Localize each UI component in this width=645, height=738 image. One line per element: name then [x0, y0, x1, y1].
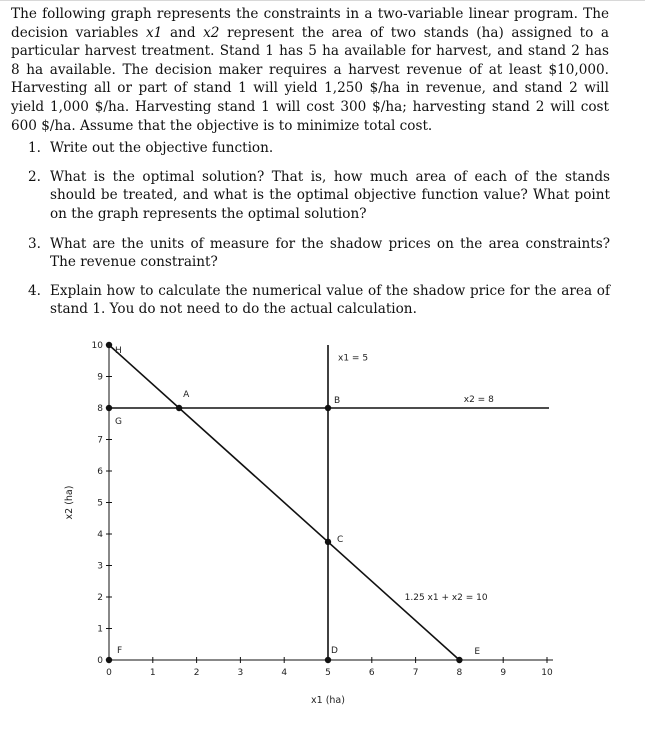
x-tick-label: 3 [237, 668, 244, 678]
intro-text-2: and [162, 24, 204, 41]
question-number: 2. [28, 169, 41, 186]
y-tick-label: 2 [97, 593, 103, 603]
point-label-e: E [474, 647, 481, 657]
point-f [106, 657, 112, 663]
y-tick-label: 9 [97, 372, 103, 383]
y-tick-label: 1 [97, 624, 103, 635]
question-text: What is the optimal solution? That is, how much area of each of the stands should be treated, and what is the optimal objective function value? What point on the graph represents the optimal solution? [50, 169, 610, 222]
point-label-g: G [115, 417, 122, 427]
y-tick-label: 10 [91, 341, 103, 351]
x-axis-title: x1 (ha) [311, 695, 345, 706]
y-tick-label: 8 [97, 404, 103, 414]
x-tick-label: 4 [281, 668, 288, 678]
x-tick-label: 6 [368, 668, 375, 678]
point-d [325, 657, 331, 663]
x-tick-label: 10 [541, 668, 553, 678]
point-label-d: D [331, 646, 338, 656]
y-tick-label: 0 [97, 656, 103, 666]
y-tick-label: 3 [97, 561, 103, 572]
point-label-h: H [115, 346, 122, 356]
intro-text-3: represent the area of two stands (ha) assigned to a particular harvest treatment. Stand 1 has 5 ha available for harvest, and stand 2 has 8 ha available. The decision maker requires a harvest revenue of at least $10,000. Harvesting all or part of stand 1 will yield 1,250 $/ha in revenue, and stand 2 will yield 1,000 $/ha. Harvesting stand 1 will cost 300 $/ha; harvesting stand 2 will cost 600 $/ha. Assume that the objective is to minimize total cost. [11, 24, 609, 134]
x-tick-label: 1 [149, 668, 156, 678]
y-tick-label: 5 [97, 498, 103, 509]
y-tick-label: 4 [97, 530, 103, 540]
intro-text-1: The following graph represents the constraints in a two-variable linear program. The decision variables [11, 6, 609, 41]
x-tick-label: 9 [500, 668, 507, 678]
variable-x2: x2 [203, 24, 220, 41]
point-label-a: A [183, 390, 190, 400]
y-tick-label: 6 [97, 467, 103, 477]
y-tick-label: 7 [97, 435, 103, 446]
question-list [0, 139, 610, 329]
question-text: Explain how to calculate the numerical value of the shadow price for the area of stand 1. You do not need to do the actual calculation. [50, 283, 610, 318]
x-tick-label: 0 [106, 668, 112, 678]
variable-x1: x1 [146, 24, 163, 41]
point-label-f: F [117, 646, 123, 656]
question-number: 4. [28, 283, 41, 300]
label-revenue-line: 1.25 x1 + x2 = 10 [404, 593, 488, 603]
question-text: Write out the objective function. [50, 140, 274, 156]
question-number: 3. [28, 235, 41, 252]
point-h [106, 342, 112, 348]
question-item [28, 282, 610, 318]
y-axis-title: x2 (ha) [64, 485, 75, 520]
question-item [28, 168, 610, 223]
point-b [325, 405, 331, 411]
label-x2-line: x2 = 8 [463, 395, 494, 405]
x-tick-label: 2 [193, 668, 200, 678]
constraint-line-revenue [109, 345, 459, 660]
point-e [456, 657, 462, 663]
x-tick-label: 8 [456, 668, 463, 678]
point-g [106, 405, 112, 411]
label-x1-line: x1 = 5 [338, 353, 369, 364]
point-a [176, 405, 182, 411]
x-tick-label: 7 [412, 668, 419, 678]
question-item [28, 235, 610, 271]
point-label-c: C [337, 534, 344, 545]
point-label-b: B [334, 396, 341, 406]
question-number: 1. [28, 140, 41, 156]
question-text: What are the units of measure for the shadow prices on the area constraints? The revenue constraint? [50, 235, 610, 271]
intro-paragraph [11, 5, 609, 135]
point-c [325, 539, 331, 545]
x-tick-label: 5 [325, 668, 331, 678]
question-item [28, 139, 610, 157]
constraint-graph [0, 326, 645, 716]
